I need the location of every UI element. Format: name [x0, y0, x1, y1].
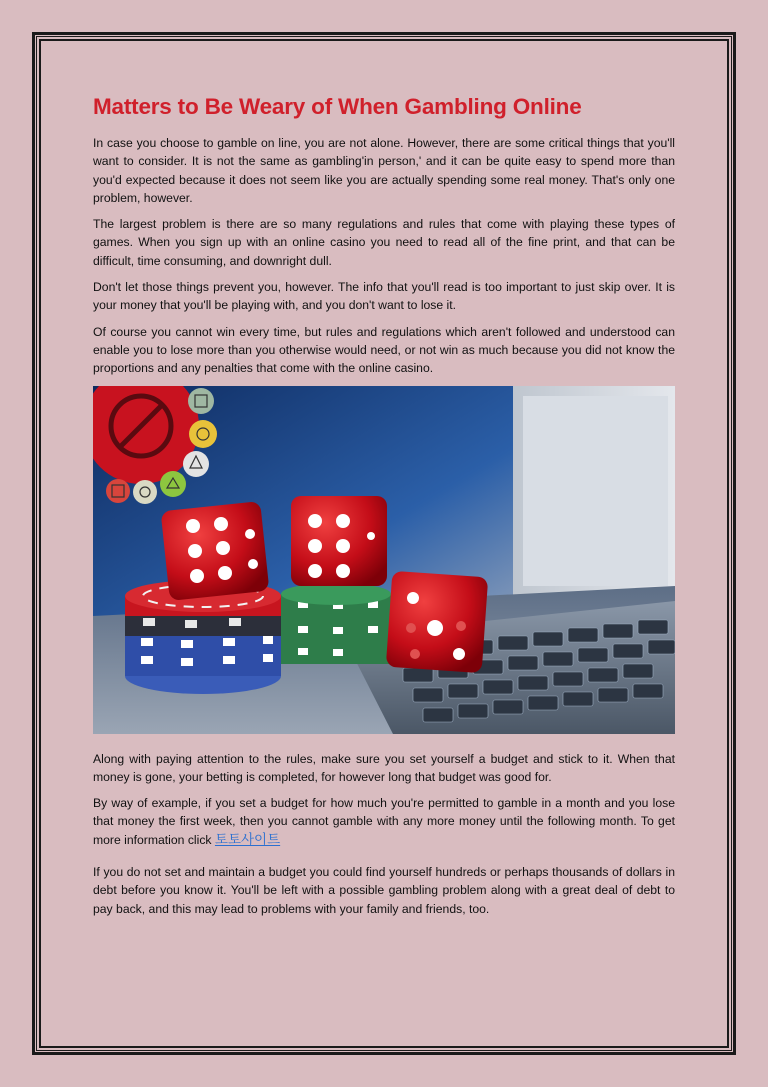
paragraph-5: Along with paying attention to the rules, make sure you set yourself a budget and stick to it. When that money is gone, your betting is completed, for however long that budget was good for. [93, 751, 675, 784]
paragraph-6-text: By way of example, if you set a budget for how much you're permitted to gamble in a month and you lose that money the first week, then you cannot gamble with any more money until the following month. To get more information click [93, 796, 675, 847]
dice-right [386, 570, 488, 672]
paragraph-6 [93, 794, 675, 849]
paragraph-4: Of course you cannot win every time, but rules and regulations which aren't followed and understood can enable you to lose more than you otherwise would need, or not win as much because you did not know the proportions and any penalties that come with the online casino. [93, 324, 675, 376]
document-content [93, 92, 675, 926]
toto-site-link[interactable]: 토토사이트 [214, 831, 281, 848]
casino-dice-photo [93, 386, 675, 734]
paragraph-3: Don't let those things prevent you, however. The info that you'll read is too important to just skip over. It is your money that you'll be playing with, and you don't want to lose it. [93, 280, 675, 313]
dice-left [161, 501, 270, 601]
chip-stack-middle [281, 583, 391, 664]
paragraph-2: The largest problem is there are so many regulations and rules that come with playing these types of games. When you sign up with an online casino you need to read all of the fine print, and that can be difficult, time consuming, and downright dull. [93, 217, 675, 268]
dice-middle [291, 496, 387, 586]
document-title: Matters to Be Weary of When Gambling Online [93, 94, 582, 119]
paragraph-1: In case you choose to gamble on line, you are not alone. However, there are some critical things that you'll want to consider. It is not the same as gambling'in person,' and it can be quite easy to spend more than you'd expected because it does not seem like you are actually spending some real money. That's only one problem, however. [93, 136, 675, 205]
paragraph-7: If you do not set and maintain a budget you could find yourself hundreds or perhaps thousands of dollars in debt before you know it. You'll be left with a possible gambling problem along with a great deal of debt to pay back, and this may lead to problems with your family and friends, too. [93, 865, 675, 916]
